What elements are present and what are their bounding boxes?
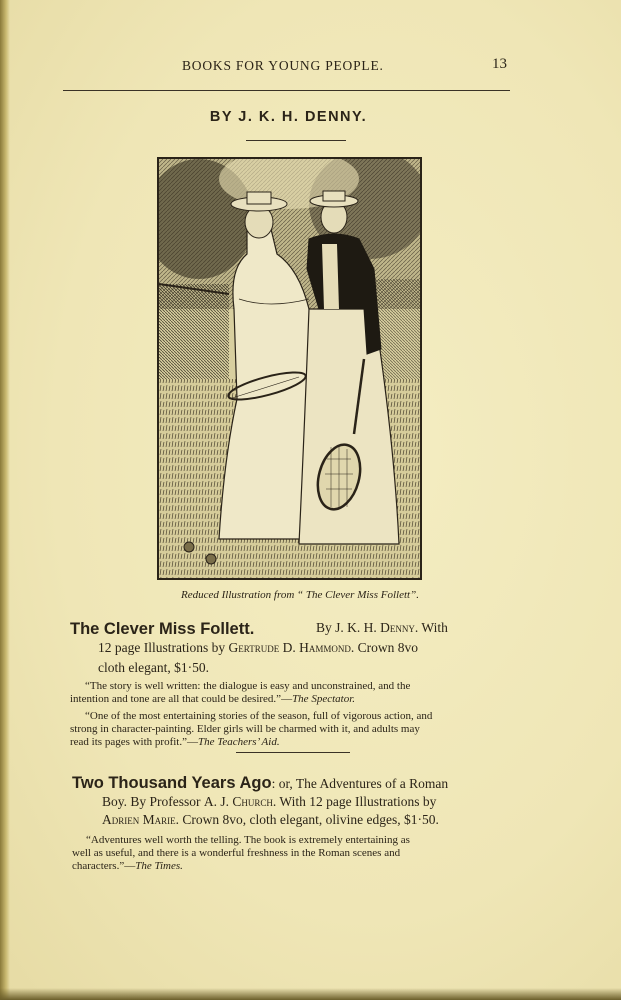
illustration-caption: Reduced Illustration from “ The Clever Miss Follett”. [181, 589, 419, 601]
book-author: J. K. H. Denny. [335, 620, 419, 635]
review-quote-line: strong in character-painting. Elder girls will be charmed with it, and adults may [70, 723, 420, 735]
review-quote-line [70, 693, 355, 705]
author-rule [246, 140, 346, 141]
book-title: Two Thousand Years Ago [72, 774, 272, 792]
by-prefix: By [316, 620, 336, 635]
header-rule [63, 90, 510, 91]
book-illustrator: Adrien Marie. [102, 812, 179, 827]
quote-text: characters.”— [72, 860, 136, 872]
book-details-3: Crown 8vo [354, 640, 418, 655]
book-details-2: With 12 page Illustrations by [276, 794, 437, 809]
book-details-line [98, 640, 418, 656]
review-quote-line: “The story is well written: the dialogue is easy and unconstrained, and the [85, 680, 411, 692]
tennis-players-engraving [159, 159, 420, 578]
book-details-1: Boy. By Professor [102, 794, 204, 809]
book-details-line [102, 794, 436, 810]
review-quote-line: “One of the most entertaining stories of the season, full of vigorous action, and [85, 710, 433, 722]
engraved-illustration [157, 157, 422, 580]
review-quote-line: well as useful, and there is a wonderful freshness in the Roman scenes and [72, 847, 401, 859]
book-details-1: With [418, 620, 448, 635]
entry-divider [236, 752, 350, 753]
book-subtitle: : or, The Adventures of a Roman [271, 776, 449, 791]
review-quote-line [70, 736, 280, 748]
quote-text: intention and tone are all that could be desired.”— [70, 693, 293, 705]
book-price: cloth elegant, $1·50. [98, 660, 209, 675]
book-details-3: Crown 8vo, cloth elegant, olivine edges, $1·50. [179, 812, 439, 827]
author-heading: BY J. K. H. DENNY. [209, 109, 368, 125]
book-title-line [72, 774, 448, 793]
page-number: 13 [492, 56, 507, 72]
review-quote-line [72, 860, 183, 872]
quote-text: read its pages with profit.”— [70, 736, 198, 748]
review-quote-line: “Adventures well worth the telling. The book is extremely entertaining as [86, 834, 410, 846]
book-title: The Clever Miss Follett. [70, 620, 255, 638]
book-author: A. J. Church. [203, 794, 277, 809]
book-illustrator: Gertrude D. Hammond. [228, 640, 355, 655]
quote-source: The Spectator. [292, 693, 356, 705]
book-details-2: 12 page Illustrations by [98, 640, 229, 655]
page-spine-shadow [0, 0, 10, 1000]
book-details-line [102, 812, 439, 828]
book-byline [316, 620, 448, 636]
quote-source: The Times. [135, 860, 183, 872]
page-bottom-edge [0, 988, 621, 1000]
quote-source: The Teachers’ Aid. [198, 736, 280, 748]
running-head: BOOKS FOR YOUNG PEOPLE. [182, 58, 384, 73]
